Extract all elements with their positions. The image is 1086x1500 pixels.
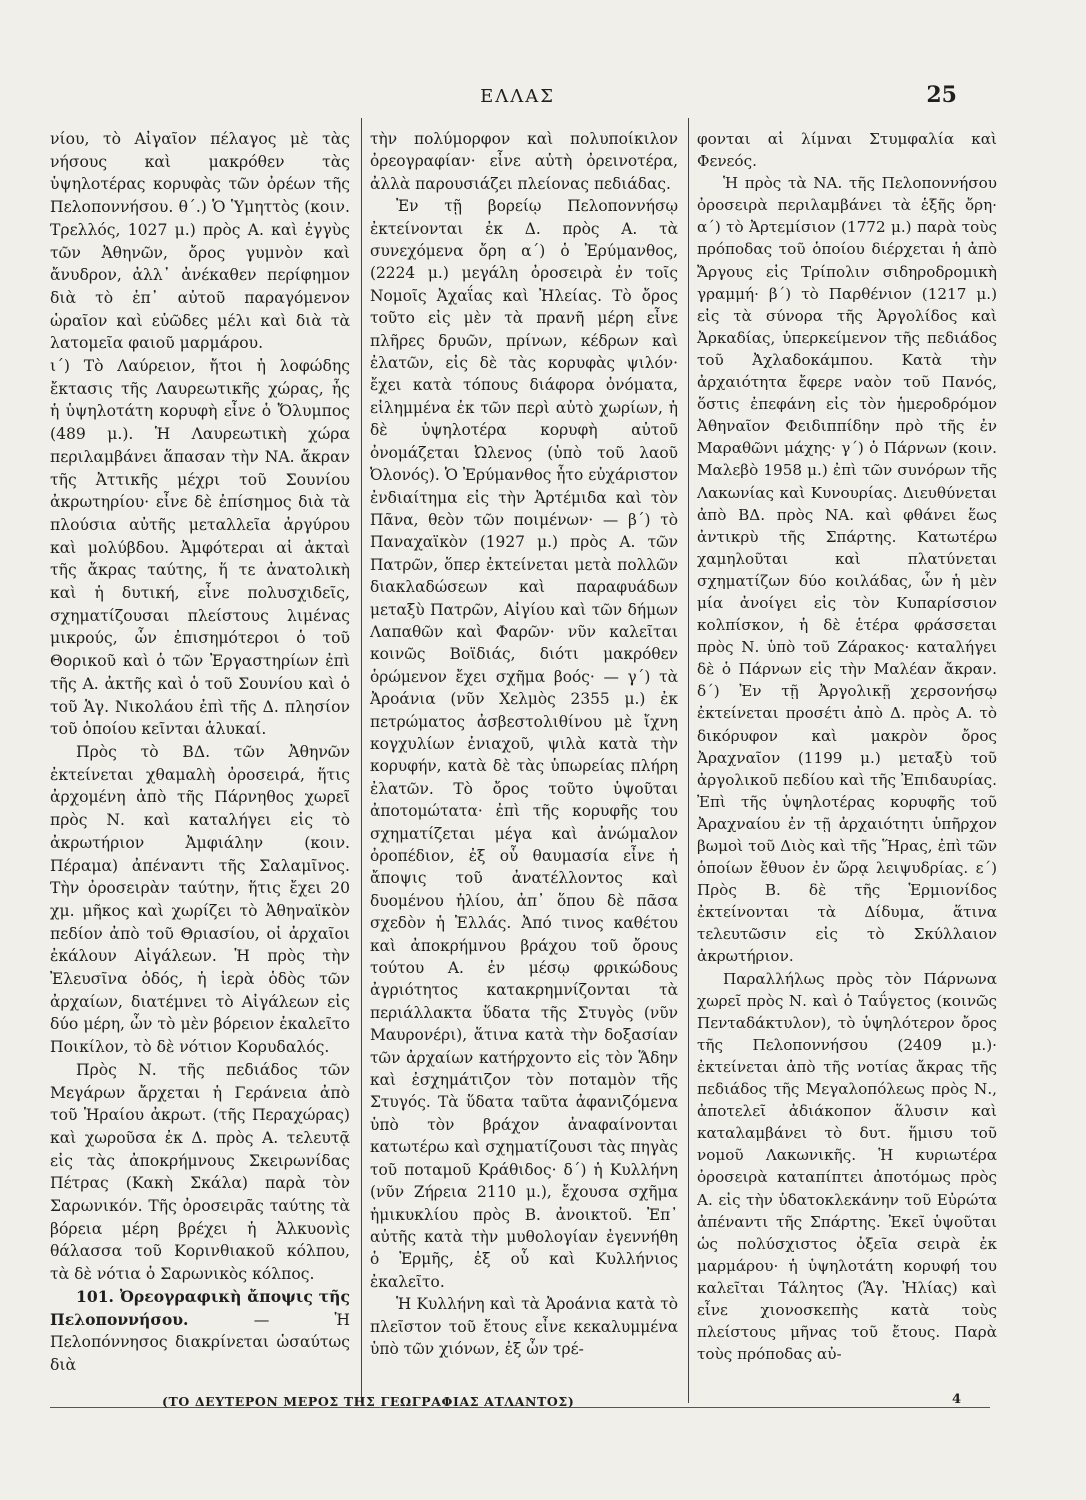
- text-column-2: [370, 128, 678, 1360]
- paragraph: [370, 128, 678, 195]
- paragraph-text: Πρὸς τὸ ΒΔ. τῶν Ἀθηνῶν ἐκτείνεται χθαμαλὴ ὀροσειρά, ἥτις ἀρχομένη ἀπὸ τῆς Πάρνηθος χωρεῖ πρὸς Ν. καὶ καταλήγει εἰς τὸ ἀκρωτήριον Ἀμφιάλην (κοιν. Πέραμα) ἀπέναντι τῆς Σαλαμῖνος. Τὴν ὀροσειρὰν ταύτην, ἥτις ἔχει 20 χμ. μῆκος καὶ χωρίζει τὸ Ἀθηναϊκὸν πεδίον ἀπὸ τοῦ Θριασίου, οἱ ἀρχαῖοι ἐκάλουν Αἰγάλεων. Ἡ πρὸς τὴν Ἐλευσῖνα ὁδός, ἡ ἱερὰ ὁδὸς τῶν ἀρχαίων, διατέμνει τὸ Αἰγάλεων εἰς δύο μέρη, ὧν τὸ μὲν βόρειον ἐκαλεῖτο Ποικίλον, τὸ δὲ νότιον Κορυδαλός.: [50, 742, 350, 1057]
- paragraph-text: νίου, τὸ Αἰγαῖον πέλαγος μὲ τὰς νήσους καὶ μακρόθεν τὰς ὑψηλοτέρας κορυφὰς τῶν ὀρέων τῆς Πελοποννήσου. θ΄.) Ὁ Ὑμηττὸς (κοιν. Τρελλός, 1027 μ.) πρὸς Α. καὶ ἐγγὺς τῶν Ἀθηνῶν, ὄρος γυμνὸν καὶ ἄνυδρον, ἀλλ᾽ ἀνέκαθεν περίφημον διὰ τὸ ἐπ᾽ αὐτοῦ παραγόμενον ὡραῖον καὶ εὐῶδες μέλι καὶ διὰ τὰ λατομεῖα φαιοῦ μαρμάρου.: [50, 130, 350, 353]
- paragraph: [50, 128, 350, 355]
- paragraph-text: — Ἡ Πελοπόννησος διακρίνεται ὡσαύτως διὰ: [50, 1310, 350, 1374]
- paragraph: [697, 968, 997, 1366]
- paragraph: [50, 1286, 350, 1377]
- paragraph: [50, 355, 350, 741]
- paragraph-text: Ἡ Κυλλήνη καὶ τὰ Ἀροάνια κατὰ τὸ πλεῖστον τοῦ ἔτους εἶνε κεκαλυμμένα ὑπὸ τῶν χιόνων, ἐξ ὧν τρέ-: [370, 1295, 678, 1358]
- text-column-3: [697, 128, 997, 1365]
- signature-mark: 4: [952, 1392, 962, 1407]
- page-header: [50, 82, 985, 116]
- column-rule: [361, 118, 362, 1403]
- running-head: ΕΛΛΑΣ: [480, 86, 555, 107]
- paragraph: [50, 1059, 350, 1286]
- paragraph-text: Ἡ πρὸς τὰ ΝΑ. τῆς Πελοποννήσου ὀροσειρὰ περιλαμβάνει τὰ ἑξῆς ὄρη· α΄) τὸ Ἀρτεμίσιον (1772 μ.) παρὰ τοὺς πρόποδας τοῦ ὁποίου διέρχεται ἡ ἀπὸ Ἄργους εἰς Τρίπολιν σιδηροδρομικὴ γραμμή· β΄) τὸ Παρθένιον (1217 μ.) εἰς τὰ σύνορα τῆς Ἀργολίδος καὶ Ἀρκαδίας, ὑπερκείμενον τῆς πεδιάδος τοῦ Ἀχλαδοκάμπου. Κατὰ τὴν ἀρχαιότητα ἔφερε ναὸν τοῦ Πανός, ὅστις ἐπεφάνη εἰς τὸν ἡμεροδρόμον Ἀθηναῖον Φειδιππίδην πρὸ τῆς ἐν Μαραθῶνι μάχης· γ΄) ὁ Πάρνων (κοιν. Μαλεβὸ 1958 μ.) ἐπὶ τῶν συνόρων τῆς Λακωνίας καὶ Κυνουρίας. Διευθύνεται ἀπὸ ΒΔ. πρὸς ΝΑ. καὶ φθάνει ἕως ἀντικρὺ τῆς Σπάρτης. Κατωτέρω χαμηλοῦται καὶ πλατύνεται σχηματίζων δύο κοιλάδας, ὧν ἡ μὲν μία ἀνοίγει εἰς τὸν Κυπαρίσσιον κολπίσκον, ἡ δὲ ἑτέρα φράσσεται πρὸς Ν. ὑπὸ τοῦ Ζάρακος· καταλήγει δὲ ὁ Πάρνων εἰς τὴν Μαλέαν ἄκραν. δ΄) Ἐν τῇ Ἀργολικῇ χερσονήσῳ ἐκτείνεται προσέτι ἀπὸ Δ. πρὸς Α. τὸ δικόρυφον καὶ μακρὸν ὄρος Ἀραχναῖον (1199 μ.) μεταξὺ τοῦ ἀργολικοῦ πεδίου καὶ τῆς Ἐπιδαυρίας. Ἐπὶ τῆς ὑψηλοτέρας κορυφῆς τοῦ Ἀραχναίου ἐν τῇ ἀρχαιότητι ὑπῆρχον βωμοὶ τοῦ Διὸς καὶ τῆς Ἥρας, ἐπὶ τῶν ὁποίων ἔθυον ἐν ὥρᾳ λειψυδρίας. ε΄) Πρὸς Β. δὲ τῆς Ἑρμιονίδος ἐκτείνονται τὰ Δίδυμα, ἅτινα τελευτῶσιν εἰς τὸ Σκύλλαιον ἀκρωτήριον.: [697, 174, 997, 966]
- section-heading: 101. Ὀρεογραφικὴ ἄποψις τῆς Πελοποννήσου.: [50, 1286, 350, 1329]
- column-rule: [688, 118, 689, 1403]
- page-number: 25: [926, 82, 957, 108]
- paragraph-text: ι΄) Τὸ Λαύρειον, ἤτοι ἡ λοφώδης ἔκτασις τῆς Λαυρεωτικῆς χώρας, ἧς ἡ ὑψηλοτάτη κορυφὴ εἶνε ὁ Ὄλυμπος (489 μ.). Ἡ Λαυρεωτικὴ χώρα περιλαμβάνει ἅπασαν τὴν ΝΑ. ἄκραν τῆς Ἀττικῆς μέχρι τοῦ Σουνίου ἀκρωτηρίου· εἶνε δὲ ἐπίσημος διὰ τὰ πλούσια αὐτῆς μεταλλεῖα ἀργύρου καὶ μολύβδου. Ἀμφότεραι αἱ ἀκταὶ τῆς ἄκρας ταύτης, ἥ τε ἀνατολικὴ καὶ ἡ δυτική, εἶνε πολυσχιδεῖς, σχηματίζουσαι πλείστους λιμένας μικρούς, ὧν ἐπισημότεροι ὁ τοῦ Θορικοῦ καὶ ὁ τῶν Ἐργαστηρίων ἐπὶ τῆς Α. ἀκτῆς καὶ ὁ τοῦ Σουνίου καὶ ὁ τοῦ Ἁγ. Νικολάου ἐπὶ τῆς Δ. πλησίον τοῦ ὁποίου κεῖνται ἁλυκαί.: [50, 357, 350, 739]
- paragraph-text: Παραλλήλως πρὸς τὸν Πάρνωνα χωρεῖ πρὸς Ν. καὶ ὁ Ταΰγετος (κοινῶς Πενταδάκτυλον), τὸ ὑψηλότερον ὄρος τῆς Πελοποννήσου (2409 μ.)· ἐκτείνεται ἀπὸ τῆς νοτίας ἄκρας τῆς πεδιάδος τῆς Μεγαλοπόλεως πρὸς Ν., ἀποτελεῖ ἀδιάκοπον ἅλυσιν καὶ καταλαμβάνει τὸ δυτ. ἥμισυ τοῦ νομοῦ Λακωνικῆς. Ἡ κυριωτέρα ὀροσειρὰ καταπίπτει ἀποτόμως πρὸς Α. εἰς τὴν ὑδατοκλεκάνην τοῦ Εὐρώτα ἀπέναντι τῆς Σπάρτης. Ἐκεῖ ὑψοῦται ὡς πολύσχιστος ὀξεῖα σειρὰ ἐκ μαρμάρου· ἡ ὑψηλοτάτη κορυφή του καλεῖται Τάλητος (Ἅγ. Ἠλίας) καὶ εἶνε χιονοσκεπὴς κατὰ τοὺς πλείστους μῆνας τοῦ ἔτους. Παρὰ τοὺς πρόποδας αὐ-: [697, 969, 997, 1364]
- paragraph-text: Πρὸς Ν. τῆς πεδιάδος τῶν Μεγάρων ἄρχεται ἡ Γεράνεια ἀπὸ τοῦ Ἡραίου ἀκρωτ. (τῆς Περαχώρας) καὶ χωροῦσα ἐκ Δ. πρὸς Α. τελευτᾷ εἰς τὰς ἀποκρήμνους Σκειρωνίδας Πέτρας (Κακὴ Σκάλα) παρὰ τὸν Σαρωνικόν. Τῆς ὀροσειρᾶς ταύτης τὰ βόρεια μέρη βρέχει ἡ Ἀλκυονὶς θάλασσα τοῦ Κορινθιακοῦ κόλπου, τὰ δὲ νότια ὁ Σαρωνικὸς κόλπος.: [50, 1060, 350, 1284]
- paragraph: [370, 1293, 678, 1360]
- paragraph-text: Ἐν τῇ βορείῳ Πελοποννήσῳ ἐκτείνονται ἐκ Δ. πρὸς Α. τὰ συνεχόμενα ὄρη α΄) ὁ Ἐρύμανθος, (2224 μ.) μεγάλη ὀροσειρὰ ἐν τοῖς Νομοῖς Ἀχαΐας καὶ Ἠλείας. Τὸ ὄρος τοῦτο εἰς μὲν τὰ πρανῆ μέρη εἶνε πλῆρες δρυῶν, πρίνων, κέδρων καὶ ἐλατῶν, εἰς δὲ τὰς κορυφὰς ψιλόν· ἔχει κατὰ τόπους διάφορα ὀνόματα, εἰλημμένα ἐκ τῶν περὶ αὐτὸ χωρίων, ἡ δὲ ὑψηλοτέρα κορυφὴ αὐτοῦ ὀνομάζεται Ὠλενος (ὑπὸ τοῦ λαοῦ Ὀλονός). Ὁ Ἐρύμανθος ἦτο εὐχάριστον ἐνδιαίτημα εἰς τὴν Ἀρτέμιδα καὶ τὸν Πᾶνα, θεὸν τῶν ποιμένων· — β΄) τὸ Παναχαϊκὸν (1927 μ.) πρὸς Α. τῶν Πατρῶν, ὅπερ ἐκτείνεται μετὰ πολλῶν διακλαδώσεων καὶ παραφυάδων μεταξὺ Πατρῶν, Αἰγίου καὶ τῶν δήμων Λαπαθῶν καὶ Φαρῶν· νῦν καλεῖται κοινῶς Βοϊδιάς, διότι μακρόθεν ὁρώμενον ἔχει σχῆμα βοός· — γ΄) τὰ Ἀροάνια (νῦν Χελμὸς 2355 μ.) ἐκ πετρώματος ἀσβεστολιθίνου μὲ ἴχνη κογχυλίων ἐνιαχοῦ, ψιλὰ κατὰ τὴν κορυφήν, κατὰ δὲ τὰς ὑπωρείας πλήρη ἐλατῶν. Τὸ ὄρος τοῦτο ὑψοῦται ἀποτομώτατα· ἐπὶ τῆς κορυφῆς του σχηματίζεται μέγα καὶ ἀνώμαλον ὀροπέδιον, ἐξ οὗ θαυμασία εἶνε ἡ ἄποψις τοῦ ἀνατέλλοντος καὶ δυομένου ἡλίου, ἀπ᾽ ὅπου δὲ πᾶσα σχεδὸν ἡ Ἑλλάς. Ἀπό τινος καθέτου καὶ ἀποκρήμνου βράχου τοῦ ὄρους τούτου Α. ἐν μέσῳ φρικώδους ἀγριότητος κατακρημνίζονται τὰ περιάλλακτα ὕδατα τῆς Στυγὸς (νῦν Μαυρονέρι), ἅτινα κατὰ τὴν δοξασίαν τῶν ἀρχαίων κατήρχοντο εἰς τὸν Ἅδην καὶ ἐσχημάτιζον τὸν ποταμὸν τῆς Στυγός. Τὰ ὕδατα ταῦτα ἀφανιζόμενα ὑπὸ τὸν βράχον ἀναφαίνονται κατωτέρω καὶ σχηματίζουσι τὰς πηγὰς τοῦ ποταμοῦ Κράθιδος· δ΄) ἡ Κυλλήνη (νῦν Ζήρεια 2110 μ.), ἔχουσα σχῆμα ἡμικυκλίου πρὸς Β. ἀνοικτοῦ. Ἐπ᾽ αὐτῆς κατὰ τὴν μυθολογίαν ἐγεννήθη ὁ Ἑρμῆς, ἐξ οὗ καὶ Κυλλήνιος ἐκαλεῖτο.: [370, 197, 678, 1291]
- footer-note: (ΤΟ ΔΕΥΤΕΡΟΝ ΜΕΡΟΣ ΤΗΣ ΓΕΩΓΡΑΦΙΑΣ ΑΤΛΑΝΤΟΣ): [162, 1394, 575, 1409]
- paragraph: [370, 195, 678, 1293]
- paragraph: [50, 741, 350, 1059]
- paragraph-text: τὴν πολύμορφον καὶ πολυποίκιλον ὀρεογραφίαν· εἶνε αὐτὴ ὀρεινοτέρα, ἀλλὰ παρουσιάζει πλείονας πεδιάδας.: [370, 130, 678, 193]
- paragraph-text: φονται αἱ λίμναι Στυμφαλία καὶ Φενεός.: [697, 130, 997, 171]
- text-column-1: [50, 128, 350, 1377]
- paragraph: [697, 128, 997, 172]
- paragraph: [697, 172, 997, 967]
